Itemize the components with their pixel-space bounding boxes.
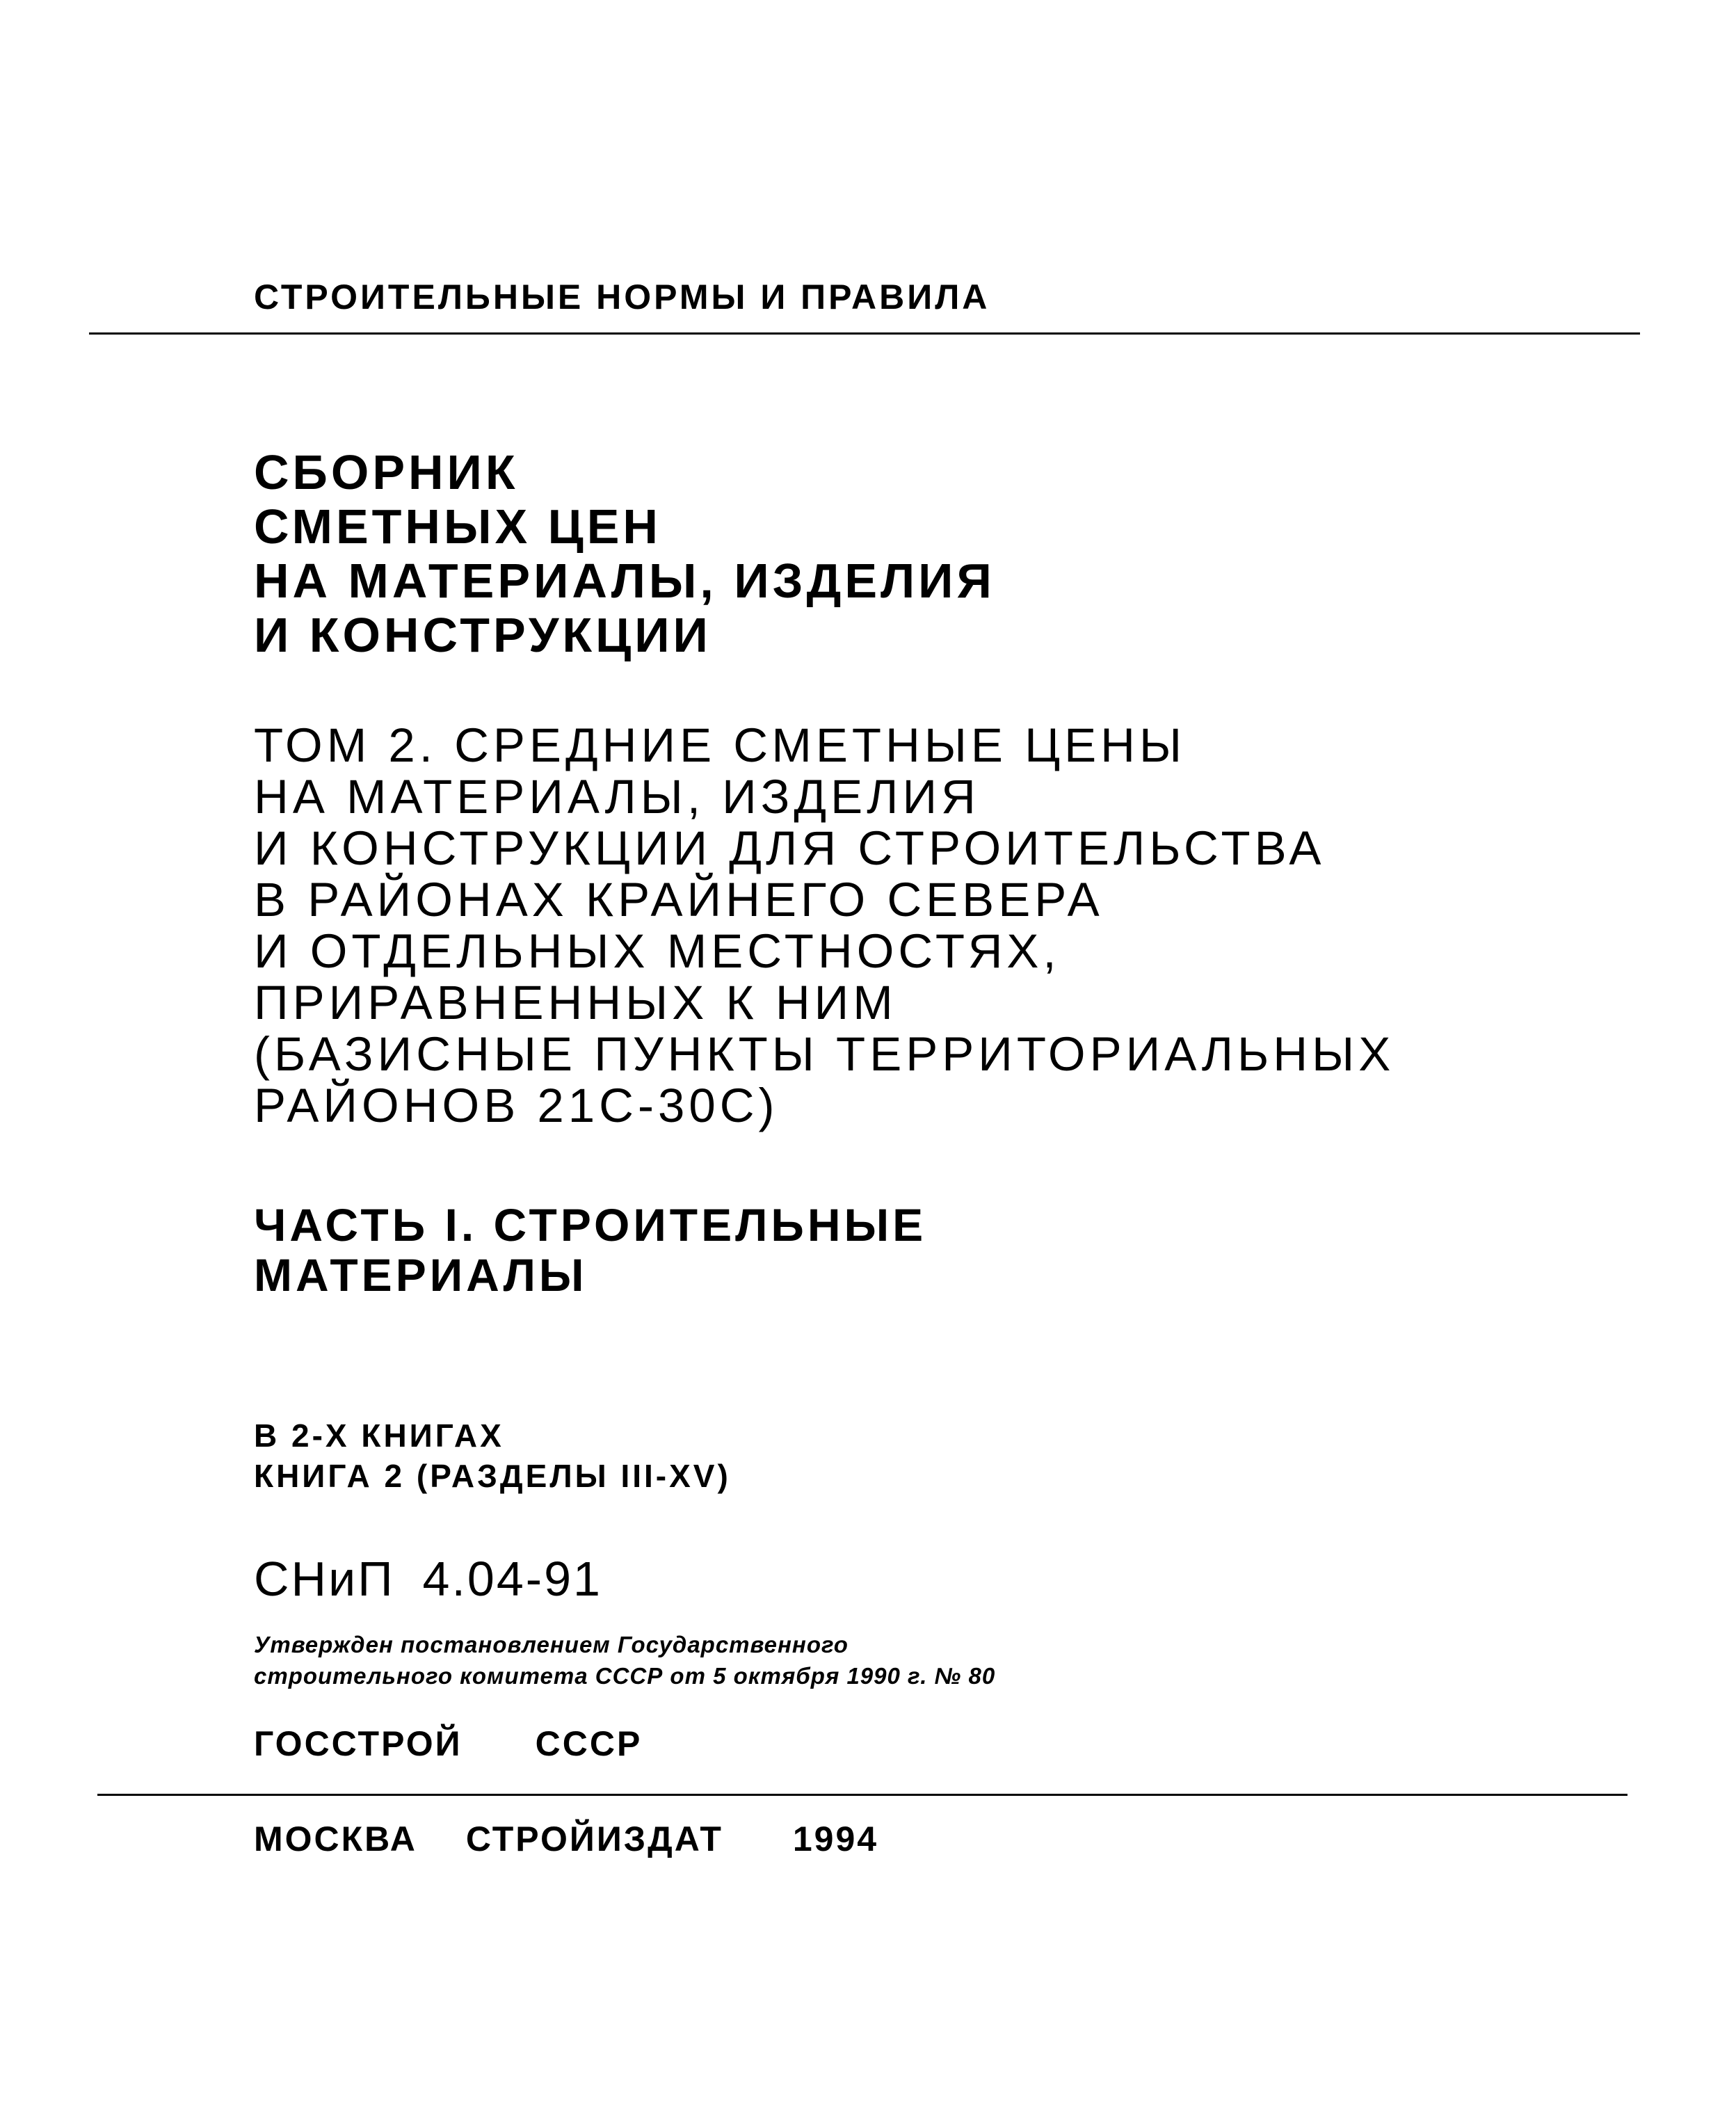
books-line: КНИГА 2 (РАЗДЕЛЫ III-XV) xyxy=(254,1458,731,1494)
bottom-divider xyxy=(97,1794,1628,1796)
authority-country: СССР xyxy=(535,1724,643,1763)
volume-title xyxy=(254,720,1395,1132)
part-line: МАТЕРИАЛЫ xyxy=(254,1249,588,1301)
part-title xyxy=(254,1200,926,1300)
volume-line: И КОНСТРУКЦИИ ДЛЯ СТРОИТЕЛЬСТВА xyxy=(254,821,1326,875)
series-header: СТРОИТЕЛЬНЫЕ НОРМЫ И ПРАВИЛА xyxy=(254,278,990,316)
snip-number: 4.04-91 xyxy=(422,1552,602,1606)
title-line: СМЕТНЫХ ЦЕН xyxy=(254,499,661,554)
authority xyxy=(254,1724,642,1764)
publisher-city: МОСКВА xyxy=(254,1819,417,1858)
volume-line: РАЙОНОВ 21С-30С) xyxy=(254,1079,779,1132)
volume-line: ПРИРАВНЕННЫХ К НИМ xyxy=(254,976,897,1029)
volume-line: И ОТДЕЛЬНЫХ МЕСТНОСТЯХ, xyxy=(254,924,1061,978)
snip-prefix: СНиП xyxy=(254,1552,395,1606)
authority-name: ГОССТРОЙ xyxy=(254,1724,463,1763)
approval-line: строительного комитета СССР от 5 октября 1990 г. № 80 xyxy=(254,1663,996,1689)
approval-note xyxy=(254,1629,995,1692)
top-divider xyxy=(89,332,1640,335)
books-info xyxy=(254,1415,731,1496)
title-line: И КОНСТРУКЦИИ xyxy=(254,608,712,662)
part-line: ЧАСТЬ I. СТРОИТЕЛЬНЫЕ xyxy=(254,1199,927,1251)
approval-line: Утвержден постановлением Государственного xyxy=(254,1632,849,1657)
books-line: В 2-Х КНИГАХ xyxy=(254,1417,504,1454)
volume-line: (БАЗИСНЫЕ ПУНКТЫ ТЕРРИТОРИАЛЬНЫХ xyxy=(254,1027,1395,1081)
collection-title xyxy=(254,445,995,662)
publisher-line xyxy=(254,1819,878,1859)
publication-year: 1994 xyxy=(792,1819,879,1858)
volume-line: ТОМ 2. СРЕДНИЕ СМЕТНЫЕ ЦЕНЫ xyxy=(254,718,1187,772)
volume-line: В РАЙОНАХ КРАЙНЕГО СЕВЕРА xyxy=(254,873,1104,926)
title-line: СБОРНИК xyxy=(254,445,519,499)
snip-code xyxy=(254,1551,602,1607)
publisher-name: СТРОЙИЗДАТ xyxy=(465,1819,723,1858)
volume-line: НА МАТЕРИАЛЫ, ИЗДЕЛИЯ xyxy=(254,770,980,823)
title-line: НА МАТЕРИАЛЫ, ИЗДЕЛИЯ xyxy=(254,554,995,608)
